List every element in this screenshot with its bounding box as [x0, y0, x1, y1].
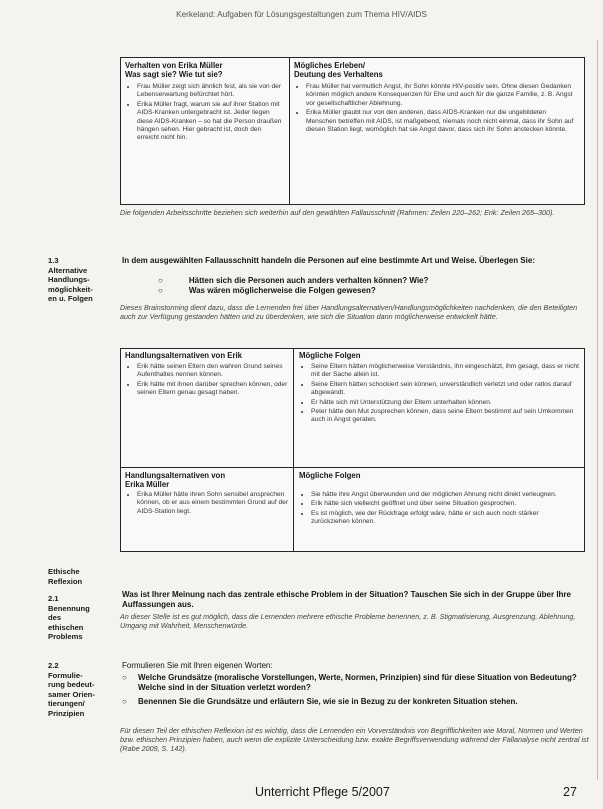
header-line: Erika Müller [125, 480, 170, 489]
section-2-2-item [122, 697, 588, 707]
behavior-table [120, 57, 585, 205]
section-1-3-intro: In dem ausgewählten Fallausschnitt handeln die Personen auf eine bestimmte Art und Weise. Überlegen Sie: [122, 256, 535, 265]
list-item: • Erik hätte mit ihnen darüber sprechen können, oder seinen Eltern genau gesagt haben. [137, 381, 289, 398]
label-line: 2.2 [48, 661, 59, 670]
header-line: Was sagt sie? Wie tut sie? [125, 70, 223, 79]
section-2-1-note: An dieser Stelle ist es gut möglich, dass die Lernenden mehrere ethische Probleme benennen, z. B. Stigmatisierung, Ausgrenzung, Ablehnung, Umgang mit Wahrheit, Menschenwürde. [120, 612, 576, 630]
header-line: Verhalten von Erika Müller [125, 61, 223, 70]
list-item: • Sie hätte ihre Angst überwunden und der möglichen Ahnung nicht direkt verleugnen. [311, 491, 579, 499]
label-line: 1.3 [48, 256, 59, 265]
label-line: rung bedeut- [48, 680, 95, 689]
item-text: Welche Grundsätze (moralische Vorstellungen, Werte, Normen, Prinzipien) sind für diese Situation von Bedeutung? Welche sind in der Situation verletzt worden? [138, 673, 577, 692]
label-line: Prinzipien [48, 708, 85, 718]
question-row [158, 286, 578, 296]
section-2-1-question: Was ist Ihrer Meinung nach das zentrale ethische Problem in der Situation? Tauschen Sie sich in der Gruppe über Ihre Auffassungen aus. [122, 590, 571, 609]
label-line: samer Orien- [48, 689, 95, 699]
section-1-3-note: Dieses Brainstorming dient dazu, dass die Lernenden frei über Handlungsalternativen/Handlungsmöglichkeiten nachdenken, die den Beteiligten auch zur Verfügung gestanden hätten und zu überdenken, wie sich die Situation dann möglicherweise entwickelt hätte. [120, 303, 578, 321]
table2-row1-col2-cell [297, 363, 579, 426]
label-line: Reflexion [48, 576, 83, 586]
table2-row1-col1-cell [123, 363, 289, 399]
question-row [158, 276, 578, 286]
margin-rule [597, 40, 598, 780]
section-2-2-note: Für diesen Teil der ethischen Reflexion ist es wichtig, dass die Lernenden ein Vorverständnis von Begrifflichkeiten wie Moral, Normen und Werten bzw. ethischen Prinzipien haben, auch wenn die explizite Unterscheidung bzw. exakte Begriffsverwendung während der Fallanalyse nicht zentral ist (Rabe 2009, S. 142). [120, 726, 589, 753]
circle-bullet-icon: ○ [122, 697, 127, 706]
label-line: Alternative [48, 265, 88, 275]
label-line: 2.1 [48, 594, 59, 603]
running-header: Kerkeland: Aufgaben für Lösungsgestaltungen zum Thema HIV/AIDS [176, 10, 427, 19]
list-item: • Erika Müller fragt, warum sie auf ihrer Station mit AIDS-Kranken untergebracht ist. Jeder liegen diese AIDS-Kranken – so hat die Person draußen hängen sehen. Hier gebracht ist, doch den erreicht nicht hin. [137, 101, 285, 143]
page-number: 27 [563, 785, 577, 799]
section-1-3-questions [158, 276, 578, 296]
label-line: en u. Folgen [48, 294, 93, 303]
ethics-section-label [48, 567, 118, 586]
label-line: Ethische [48, 567, 80, 576]
table1-col1-header [125, 61, 285, 79]
label-line: Formulie- [48, 670, 83, 680]
list-item: • Erika Müller hätte ihren Sohn sensibel ansprechen können, ob er aus einem bestimmten Grund auf der AIDS-Station liegt. [137, 491, 289, 516]
label-line: des [48, 613, 62, 622]
table1-col1-cell [123, 83, 285, 144]
section-1-3-label [48, 256, 118, 304]
table1-col2-cell [292, 83, 578, 135]
table2-row2-col2-cell [297, 491, 579, 528]
question-text: Hätten sich die Personen auch anders verhalten können? Wie? [188, 276, 429, 285]
label-line: möglichkeit- [48, 284, 93, 294]
circle-bullet-icon: ○ [158, 276, 163, 285]
table2-row2-col1-cell [123, 491, 289, 517]
section-2-1-label [48, 594, 118, 642]
alternatives-table [120, 348, 585, 552]
list-item: • Frau Müller hat vermutlich Angst, ihr Sohn könnte HIV-positiv sein. Ohne diesen Gedanken könnten möglich andere Konsequenzen für Ehe und auch für die ganze Familie, z. B. Angst vor gesellschaftlicher Ablehnung. [306, 83, 578, 108]
section-2-2-item [122, 673, 588, 693]
list-item: • Seine Eltern hätten schockiert sein können, unverständlich verletzt und oder ratlos darauf abgewandt. [311, 381, 579, 398]
label-line: Benennung [48, 603, 90, 613]
table-divider [293, 349, 294, 551]
label-line: Handlungs- [48, 275, 90, 284]
table-divider [289, 58, 290, 204]
table2-row2-col1-header [125, 471, 290, 489]
table2-row1-col2-header: Mögliche Folgen [299, 351, 361, 360]
list-item: • Er hätte sich mit Unterstützung der Eltern unterhalten können. [311, 399, 579, 407]
label-line: tierungen/ [48, 699, 85, 708]
item-text: Benennen Sie die Grundsätze und erläutern Sie, wie sie in Bezug zu der konkreten Situation stehen. [138, 697, 518, 706]
list-item: • Peter hätte den Mut zusprechen können, dass seine Eltern bestimmt auf sein Umkommen auch in Angst geraten. [311, 408, 579, 425]
header-line: Handlungsalternativen von [125, 471, 226, 480]
label-line: ethischen [48, 622, 84, 632]
footer-journal: Unterricht Pflege 5/2007 [255, 785, 390, 799]
circle-bullet-icon: ○ [158, 286, 163, 295]
label-line: Problems [48, 632, 83, 641]
section-2-2-intro: Formulieren Sie mit Ihren eigenen Worten: [122, 661, 273, 670]
caption-note: Die folgenden Arbeitsschritte beziehen sich weiterhin auf den gewählten Fallausschnitt (Rahmen: Zeilen 220–262; Erik: Zeilen 265–300). [120, 208, 555, 217]
table2-row1-col1-header: Handlungsalternativen von Erik [125, 351, 242, 360]
question-text: Was wären möglicherweise die Folgen gewesen? [188, 286, 376, 295]
list-item: • Seine Eltern hätten möglicherweise Verständnis, ihn eingeschätzt, ihm gesagt, dass er nicht mit der Sache allein ist. [311, 363, 579, 380]
list-item: • Erik hätte sich vielleicht geöffnet und über seine Situation gesprochen. [311, 500, 579, 508]
list-item: • Erik hätte seinen Eltern den wahren Grund seines Aufenthaltes nennen können. [137, 363, 289, 380]
list-item: • Erika Müller glaubt nur von den anderen, dass AIDS-Kranken nur die ungebildeten Menschen betreffen mit AIDS, ist maßgebend, niemals noch nicht einmal, dass ihr Sohn auf diesen Station liegt, womöglich hat sie Angst davor, dass sich ihr Sohn anstecken könnte. [306, 109, 578, 134]
table2-row2-col2-header: Mögliche Folgen [299, 471, 361, 480]
section-2-2-label [48, 661, 118, 718]
list-item: • Es ist möglich, wie der Rückfrage erfolgt wäre, hätte er sich auch noch stärker zurückziehen können. [311, 510, 579, 527]
header-line: Mögliches Erleben/ [294, 61, 366, 70]
table-row-divider [121, 467, 584, 468]
table1-col2-header [294, 61, 574, 79]
circle-bullet-icon: ○ [122, 673, 127, 682]
header-line: Deutung des Verhaltens [294, 70, 383, 79]
list-item: • Frau Müller zeigt sich ähnlich fest, als sie von der Lebenserwartung befürchtet hört. [137, 83, 285, 100]
